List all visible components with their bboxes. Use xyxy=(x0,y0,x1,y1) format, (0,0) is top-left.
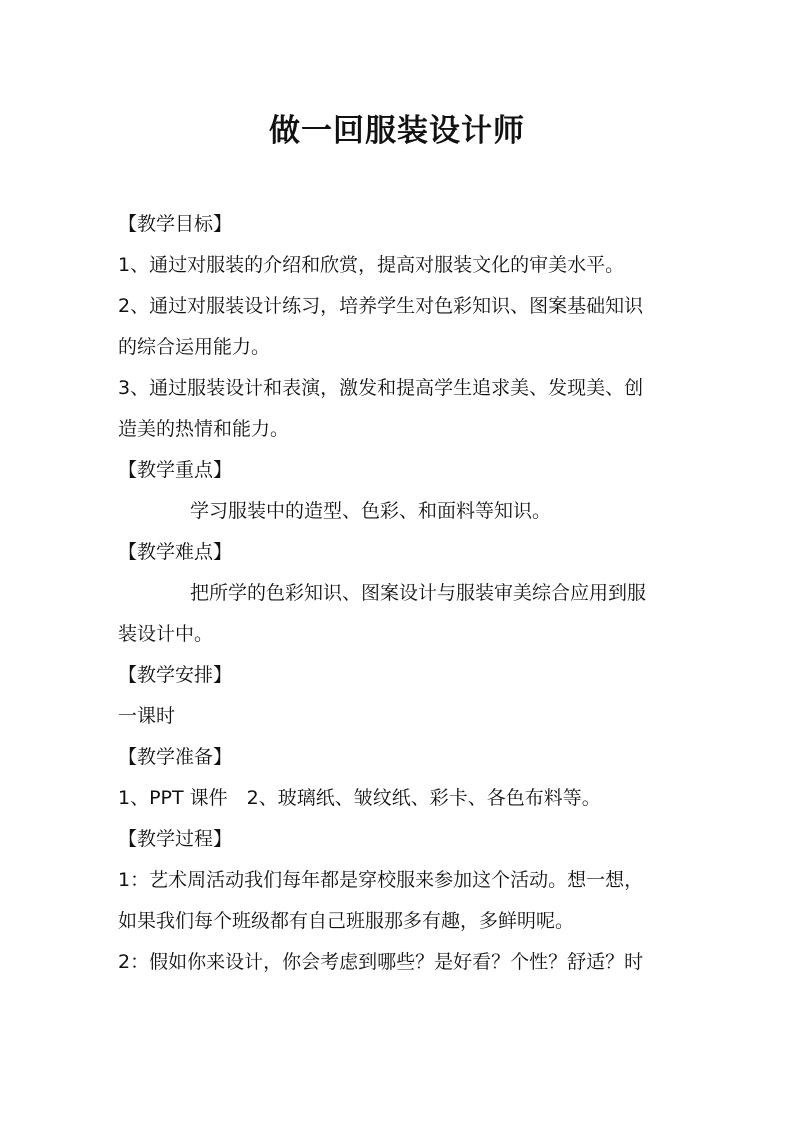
document-title: 做一回服装设计师 xyxy=(269,113,525,149)
schedule-text: 一课时 xyxy=(118,705,176,727)
section-heading-process: 【教学过程】 xyxy=(118,828,233,850)
objective-3-line-1: 3、通过服装设计和表演，激发和提高学生追求美、发现美、创 xyxy=(118,377,644,399)
section-heading-key-points: 【教学重点】 xyxy=(118,459,233,481)
difficulties-text-line-2: 装设计中。 xyxy=(118,623,214,645)
difficulties-text-line-1: 把所学的色彩知识、图案设计与服装审美综合应用到服 xyxy=(190,582,647,604)
objective-1: 1、通过对服装的介绍和欣赏，提高对服装文化的审美水平。 xyxy=(118,254,625,276)
preparation-text: 1、PPT 课件 2、玻璃纸、皱纹纸、彩卡、各色布料等。 xyxy=(118,787,601,809)
section-heading-difficulties: 【教学难点】 xyxy=(118,541,233,563)
process-step-1-line-2: 如果我们每个班级都有自己班服那多有趣，多鲜明呢。 xyxy=(118,910,575,932)
key-points-text: 学习服装中的造型、色彩、和面料等知识。 xyxy=(190,500,552,522)
document-body xyxy=(118,204,678,983)
process-step-2-line-1: 2：假如你来设计，你会考虑到哪些？是好看？个性？舒适？时 xyxy=(118,951,644,973)
objective-2-line-1: 2、通过对服装设计练习，培养学生对色彩知识、图案基础知识 xyxy=(118,295,644,317)
objective-3-line-2: 造美的热情和能力。 xyxy=(118,418,290,440)
section-heading-schedule: 【教学安排】 xyxy=(118,664,233,686)
section-heading-objectives: 【教学目标】 xyxy=(118,213,233,235)
section-heading-preparation: 【教学准备】 xyxy=(118,746,233,768)
objective-2-line-2: 的综合运用能力。 xyxy=(118,336,271,358)
process-step-1-line-1: 1：艺术周活动我们每年都是穿校服来参加这个活动。想一想， xyxy=(118,869,644,891)
